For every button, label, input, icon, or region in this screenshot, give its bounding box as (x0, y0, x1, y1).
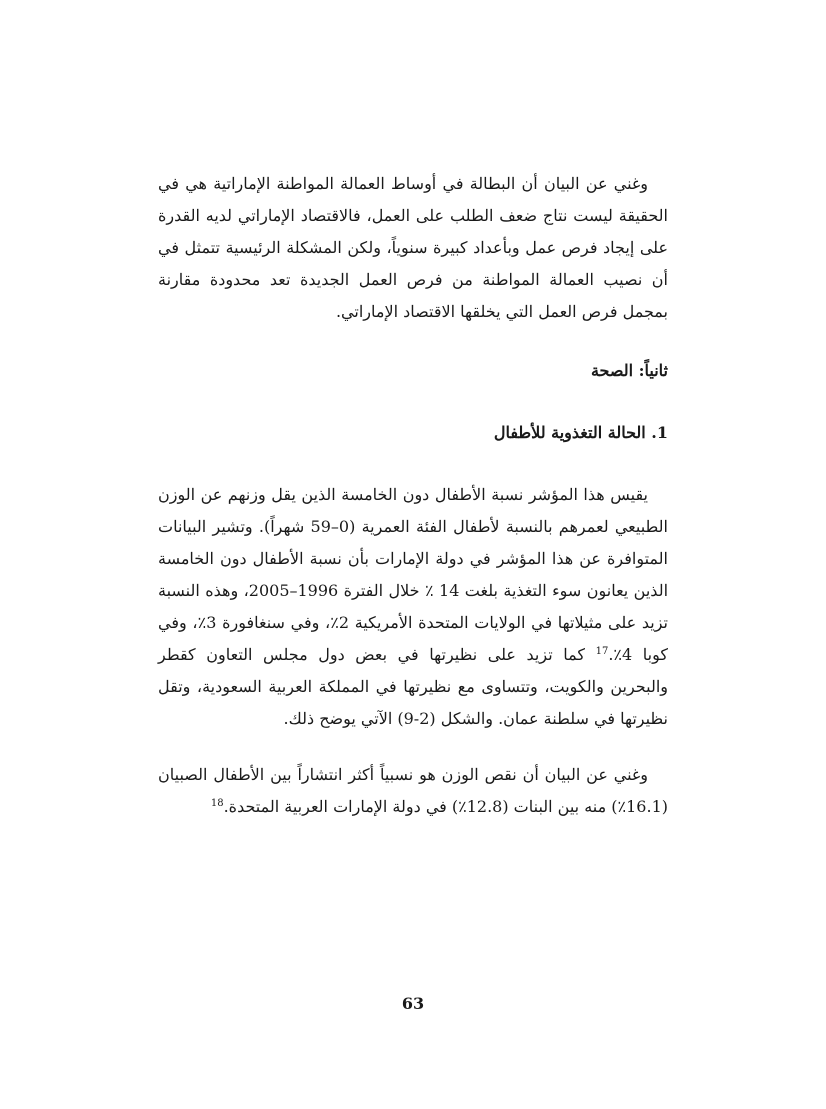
paragraph-text: كما تزيد على نظيرتها في بعض دول مجلس التعاون كقطر والبحرين والكويت، وتتساوى مع نظيرتها في المملكة العربية السعودية، وتقل نظيرتها في سلطنة عمان. والشكل (2-9) الآتي يوضح ذلك. (158, 645, 668, 728)
subsection-heading: 1. الحالة التغذوية للأطفال (493, 423, 668, 442)
footnote-ref-18[interactable]: 18 (210, 798, 224, 809)
paragraph-text: وغني عن البيان أن نقص الوزن هو نسبياً أكثر انتشاراً بين الأطفال الصبيان (16.1٪) منه بين البنات (12.8٪) في دولة الإمارات العربية المتحدة. (158, 765, 668, 816)
page-content (158, 168, 668, 823)
page-number: 63 (401, 994, 425, 1013)
paragraph-underweight (158, 759, 668, 823)
paragraph-unemployment (158, 168, 668, 328)
footnote-ref-17[interactable]: 17 (595, 646, 609, 657)
paragraph-text: يقيس هذا المؤشر نسبة الأطفال دون الخامسة الذين يقل وزنهم عن الوزن الطبيعي لعمرهم بالنسبة لأطفال الفئة العمرية (0–59 شهراً). وتشير البيانات المتوافرة عن هذا المؤشر في دولة الإمارات بأن نسبة الأطفال دون الخامسة الذين يعانون سوء التغذية بلغت 14 ٪ خلال الفترة 1996–2005، وهذه النسبة تزيد على مثيلاتها في الولايات المتحدة الأمريكية 2٪، وفي سنغافورة 3٪، وفي كوبا 4٪. (158, 485, 669, 664)
section-heading: ثانياً: الصحة (590, 361, 668, 380)
paragraph-child-nutrition (158, 479, 668, 735)
paragraph-text: وغني عن البيان أن البطالة في أوساط العمالة المواطنة الإماراتية هي في الحقيقة ليست نتاج ضعف الطلب على العمل، فالاقتصاد الإماراتي لديه القدرة على إيجاد فرص عمل وبأعداد كبيرة سنوياً، ولكن المشكلة الرئيسية تتمثل في أن نصيب العمالة المواطنة من فرص العمل الجديدة تعد محدودة مقارنة بمجمل فرص العمل التي يخلقها الاقتصاد الإماراتي. (158, 174, 668, 321)
